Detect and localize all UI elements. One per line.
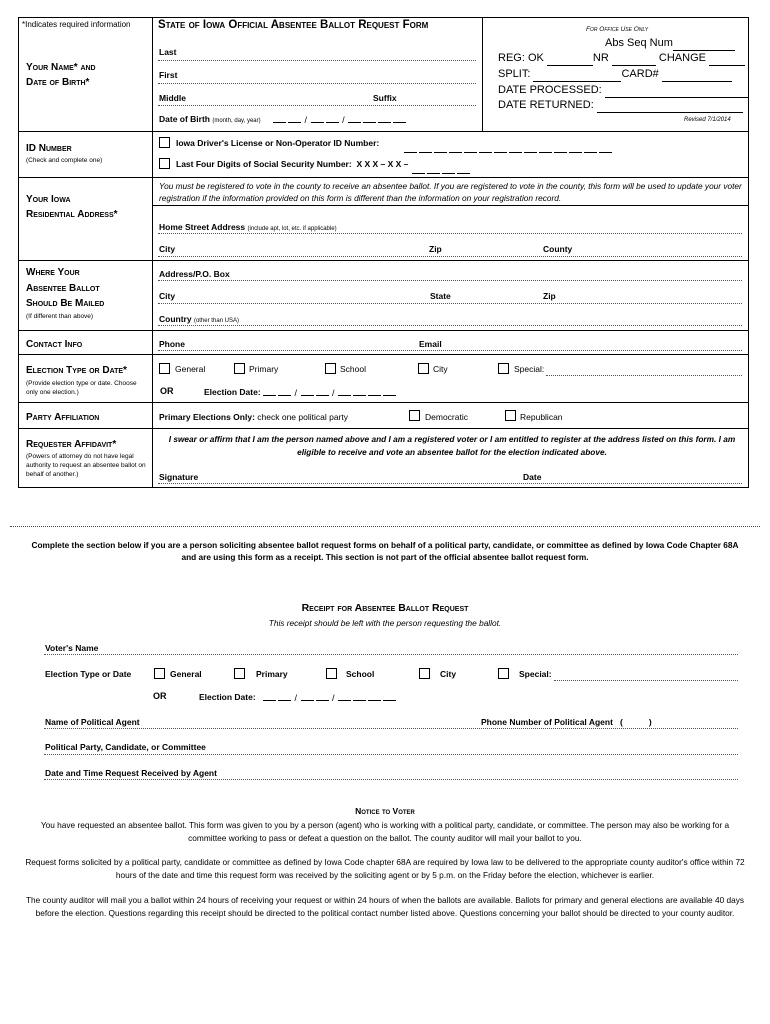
country-label	[159, 314, 239, 324]
receipt-special-field[interactable]	[554, 680, 738, 681]
email-label: Email	[419, 339, 442, 349]
date-processed-field[interactable]	[605, 86, 748, 98]
ssn-mask: X X X – X X –	[356, 159, 409, 169]
reg-row	[498, 51, 745, 66]
home-address-label	[159, 222, 337, 232]
divider-name	[18, 131, 749, 132]
dob-hint: (month, day, year)	[212, 118, 261, 124]
city-election-checkbox[interactable]	[418, 363, 429, 374]
mail-address-field[interactable]	[158, 280, 742, 281]
mail-state-label: State	[430, 291, 451, 301]
receipt-title: Receipt for Absentee Ballot Request	[301, 602, 469, 614]
mail-heading-line2: Absentee Ballot	[26, 283, 100, 294]
last-name-field[interactable]	[158, 60, 476, 61]
reg-ok-field[interactable]	[547, 54, 593, 66]
agent-phone-text: Phone Number of Political Agent	[481, 717, 613, 727]
date-processed-row	[498, 83, 748, 98]
divider-contact	[18, 354, 749, 355]
signature-field[interactable]	[158, 483, 742, 484]
primary-label: Primary	[249, 364, 279, 374]
license-checkbox[interactable]	[159, 137, 170, 148]
divider-mail	[18, 330, 749, 331]
office-use-label: For Office Use Only	[586, 26, 649, 33]
notice-paragraph-1: You have requested an absentee ballot. This form was given to you by a person (agent) who is working with a political party, candidate, or committee. The person may also be working for a committee working to pass or defeat a question on the ballot. The county auditor will mail your ballot to you.	[40, 820, 730, 843]
receipt-special-label: Special:	[519, 669, 552, 679]
mail-note: (If different than above)	[26, 313, 94, 320]
form-title: State of Iowa Official Absentee Ballot Request Form	[158, 19, 429, 31]
date-processed-label: DATE PROCESSED:	[498, 84, 602, 96]
abs-seq-row	[605, 36, 735, 51]
contact-heading: Contact Info	[26, 339, 83, 350]
notice-title: Notice to Voter	[355, 806, 415, 816]
dob-d1[interactable]	[311, 114, 324, 123]
license-number-field[interactable]	[403, 140, 613, 158]
party-instruction	[159, 412, 348, 422]
home-address-field[interactable]	[158, 233, 742, 234]
nr-field[interactable]	[612, 54, 656, 66]
divider-address	[18, 260, 749, 261]
phone-label: Phone	[159, 339, 185, 349]
receipt-primary-checkbox[interactable]	[234, 668, 245, 679]
election-date-field[interactable]: / /	[262, 387, 397, 398]
mail-city-label: City	[159, 291, 176, 301]
ssn-label	[176, 159, 408, 169]
dob-y4[interactable]	[393, 114, 406, 123]
party-instruction-text: check one political party	[257, 412, 348, 422]
notice-paragraph-3: The county auditor will mail you a ballot within 24 hours of receiving your request or within 24 hours of when the ballots are available. Ballots for primary and general elections are available 40 days before the election. Questions regarding this receipt should be directed to the political contact number listed above. Questions concerning your ballot should be directed to your county auditor.	[25, 895, 745, 918]
democratic-checkbox[interactable]	[409, 410, 420, 421]
cut-line	[10, 526, 760, 527]
voter-name-field[interactable]	[44, 654, 738, 655]
party-heading: Party Affiliation	[26, 412, 100, 423]
dob-m2[interactable]	[288, 114, 301, 123]
receipt-general-checkbox[interactable]	[154, 668, 165, 679]
agent-name-label: Name of Political Agent	[45, 717, 140, 727]
receipt-election-label: Election Type or Date	[45, 669, 132, 679]
received-field[interactable]	[44, 779, 738, 780]
dob-slash-1: /	[304, 115, 308, 125]
special-label: Special:	[514, 364, 545, 374]
dob-y2[interactable]	[363, 114, 376, 123]
ssn-checkbox[interactable]	[159, 158, 170, 169]
receipt-subtitle: This receipt should be left with the person requesting the ballot.	[268, 618, 502, 628]
dob-y1[interactable]	[348, 114, 361, 123]
notice-paragraph-2: Request forms solicited by a political party, candidate or committee as defined by Iowa Code chapter 68A are required by Iowa law to be delivered to the appropriate county auditor's office within 72 hours of the date and time this request form was received by the soliciting agent or by 5 p.m. on the Friday before the election, whichever is earlier.	[25, 857, 745, 880]
or-label: OR	[160, 386, 174, 396]
registration-notice: You must be registered to vote in the county to receive an absentee ballot. If you are registered to vote in the county, this form will be used to update your voter registration if the information provided on this form is different than the information on your registration record.	[159, 181, 742, 203]
country-field[interactable]	[158, 325, 742, 326]
dob-y3[interactable]	[378, 114, 391, 123]
general-checkbox[interactable]	[159, 363, 170, 374]
ssn-label-text: Last Four Digits of Social Security Number:	[176, 159, 352, 169]
suffix-label: Suffix	[373, 93, 397, 103]
change-label: CHANGE	[658, 52, 706, 64]
contact-field[interactable]	[158, 350, 742, 351]
reg-ok-label: REG: OK	[498, 52, 544, 64]
receipt-special-checkbox[interactable]	[498, 668, 509, 679]
dob-label-text: Date of Birth	[159, 114, 210, 124]
election-date-label: Election Date:	[204, 387, 261, 397]
nr-label: NR	[592, 52, 609, 64]
first-name-field[interactable]	[158, 83, 476, 84]
republican-label: Republican	[520, 412, 563, 422]
election-note: (Provide election type or date. Choose only one election.)	[26, 380, 137, 396]
agent-field[interactable]	[44, 728, 738, 729]
dob-slash-2: /	[342, 115, 345, 125]
mail-heading-line1: Where Your	[26, 267, 80, 278]
voter-name-label: Voter's Name	[45, 643, 99, 653]
address-heading-line2: Residential Address*	[26, 209, 118, 220]
date-returned-row	[498, 98, 743, 113]
id-note: (Check and complete one)	[26, 157, 103, 164]
divider-election	[18, 402, 749, 403]
committee-label: Political Party, Candidate, or Committee	[45, 742, 206, 752]
middle-name-label: Middle	[159, 93, 186, 103]
id-heading: ID Number	[26, 143, 72, 154]
res-city-label: City	[159, 244, 176, 254]
dob-label	[159, 114, 261, 124]
office-box-divider	[482, 17, 483, 132]
res-zip-label: Zip	[429, 244, 442, 254]
committee-field[interactable]	[44, 754, 738, 755]
receipt-city-checkbox[interactable]	[419, 668, 430, 679]
dob-field[interactable]	[272, 114, 407, 125]
mail-city-field[interactable]	[158, 303, 742, 304]
mail-heading-line3: Should Be Mailed	[26, 298, 105, 309]
home-address-text: Home Street Address	[159, 222, 246, 232]
change-field[interactable]	[709, 54, 745, 66]
country-hint: (other than USA)	[193, 318, 239, 324]
special-checkbox[interactable]	[498, 363, 509, 374]
agent-phone-label	[481, 717, 652, 727]
divider-notice	[152, 205, 749, 206]
home-address-hint: (include apt, lot, etc. if applicable)	[247, 226, 337, 232]
receipt-or-label: OR	[153, 691, 167, 701]
receipt-school-label: School	[346, 669, 375, 679]
affidavit-heading: Requester Affidavit*	[26, 439, 117, 450]
abs-seq-field[interactable]	[673, 39, 735, 51]
frame-right	[748, 17, 749, 488]
res-city-field[interactable]	[158, 256, 742, 257]
split-label: SPLIT:	[498, 68, 531, 80]
election-heading: Election Type or Date*	[26, 365, 127, 376]
dob-m1[interactable]	[273, 114, 286, 123]
frame-top	[18, 17, 749, 18]
revised-date: Revised 7/1/2014	[684, 117, 731, 123]
receipt-date-label: Election Date:	[199, 692, 256, 702]
last-name-label: Last	[159, 47, 177, 57]
license-label: Iowa Driver's License or Non-Operator ID Number:	[176, 138, 380, 148]
mail-zip-label: Zip	[543, 291, 556, 301]
country-label-text: Country	[159, 314, 192, 324]
agent-phone-paren-close: )	[648, 717, 652, 727]
affidavit-statement: I swear or affirm that I am the person named above and I am a registered voter or I am entitled to register at the address listed on this form. I am eligible to receive and vote an absentee ballot for the election indicated above.	[168, 434, 736, 457]
name-heading-line2: Date of Birth*	[26, 77, 90, 88]
republican-checkbox[interactable]	[505, 410, 516, 421]
divider-id	[18, 177, 749, 178]
agent-phone-paren-open: (	[620, 717, 623, 727]
split-field[interactable]	[533, 70, 621, 82]
ssn-last-four-field[interactable]	[411, 161, 471, 179]
received-label: Date and Time Request Received by Agent	[45, 768, 217, 778]
first-name-label: First	[159, 70, 178, 80]
middle-name-field[interactable]	[158, 105, 476, 106]
signature-label: Signature	[159, 472, 199, 482]
frame-bottom	[18, 487, 749, 488]
receipt-school-checkbox[interactable]	[326, 668, 337, 679]
general-label: General	[175, 364, 206, 374]
receipt-general-label: General	[170, 669, 202, 679]
democratic-label: Democratic	[425, 412, 468, 422]
affidavit-note: (Powers of attorney do not have legal authority to request an absentee ballot on behalf of another.)	[26, 453, 146, 478]
frame-left	[18, 17, 19, 488]
school-label: School	[340, 364, 366, 374]
frame-column-divider	[152, 17, 153, 488]
card-field[interactable]	[662, 70, 732, 82]
abs-seq-label: Abs Seq Num	[605, 37, 673, 49]
special-field[interactable]	[546, 375, 742, 376]
receipt-city-label: City	[440, 669, 457, 679]
receipt-date-field[interactable]: / /	[262, 692, 397, 703]
primary-checkbox[interactable]	[234, 363, 245, 374]
school-checkbox[interactable]	[325, 363, 336, 374]
required-note: *Indicates required information	[22, 20, 131, 29]
name-heading-line1: Your Name* and	[26, 62, 96, 73]
city-election-label: City	[433, 364, 448, 374]
address-heading-line1: Your Iowa	[26, 194, 71, 205]
card-label: CARD#	[621, 68, 659, 80]
date-returned-field[interactable]	[597, 101, 743, 113]
dob-d2[interactable]	[326, 114, 339, 123]
res-county-label: County	[543, 244, 573, 254]
receipt-primary-label: Primary	[256, 669, 288, 679]
date-returned-label: DATE RETURNED:	[498, 99, 594, 111]
party-label: Primary Elections Only:	[159, 412, 255, 422]
signature-date-label: Date	[523, 472, 542, 482]
split-row	[498, 67, 732, 82]
mail-address-label: Address/P.O. Box	[159, 269, 230, 279]
divider-party	[18, 428, 749, 429]
receipt-intro: Complete the section below if you are a person soliciting absentee ballot request forms on behalf of a political party, candidate, or committee as defined by Iowa Code Chapter 68A and are using this form as a receipt. This section is not part of the official absentee ballot request form.	[31, 540, 739, 562]
